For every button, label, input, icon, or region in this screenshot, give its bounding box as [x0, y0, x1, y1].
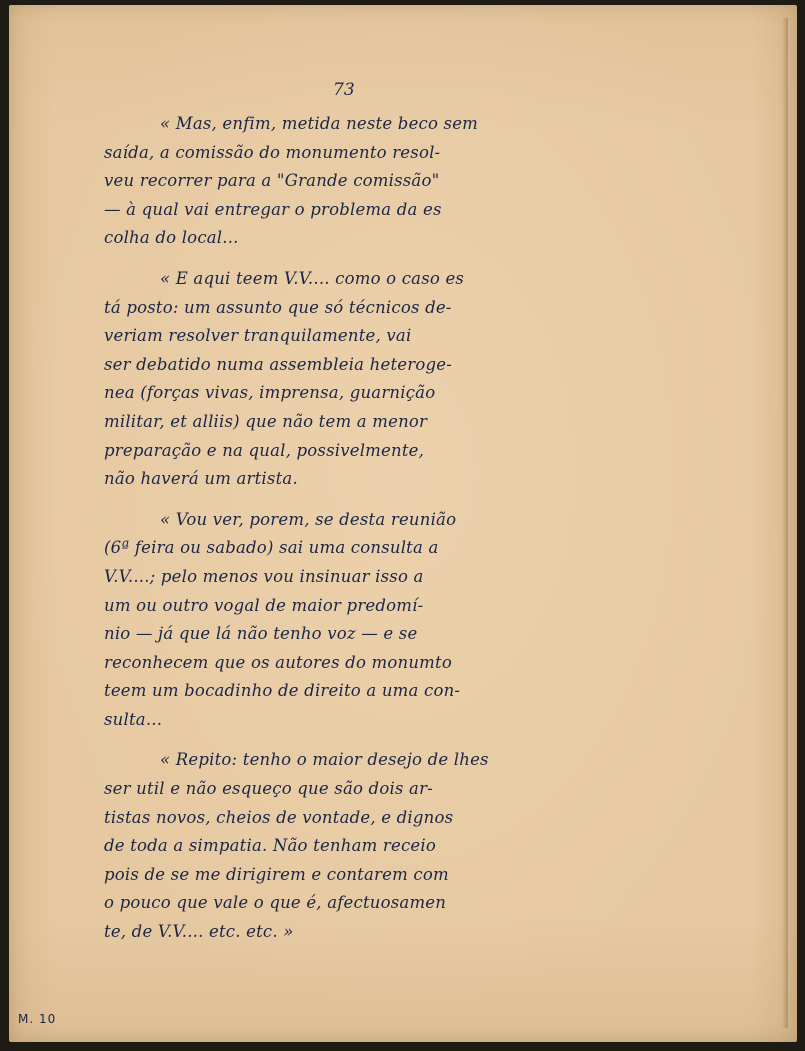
text-line: (6ª feira ou sabado) sai uma consulta a — [104, 538, 439, 558]
text-line: tá posto: um assunto que só técnicos de- — [104, 297, 452, 317]
text-line: nio — já que lá não tenho voz — e se — [104, 624, 418, 644]
text-line: V.V....; pelo menos vou insinuar isso a — [104, 566, 424, 586]
text-line: saída, a comissão do monumento resol- — [104, 142, 441, 162]
text-line: o pouco que vale o que é, afectuosamen — [104, 893, 447, 913]
text-line: tistas novos, cheios de vontade, e dignos — [104, 807, 454, 827]
handwritten-letter-body — [104, 110, 600, 959]
text-line: teem um bocadinho de direito a uma con- — [104, 681, 461, 701]
text-line: ser util e não esqueço que são dois ar- — [104, 779, 433, 799]
text-line: um ou outro vogal de maior predomí- — [104, 595, 424, 615]
text-line: reconhecem que os autores do monumto — [104, 652, 452, 672]
text-line: preparação e na qual, possivelmente, — [104, 440, 425, 460]
page-number: 73 — [333, 80, 355, 100]
text-line: sulta... — [104, 709, 163, 729]
text-line: de toda a simpatia. Não tenham receio — [104, 836, 436, 856]
paragraph-1 — [104, 110, 600, 253]
paragraph-2 — [104, 265, 600, 494]
text-line: ser debatido numa assembleia heteroge- — [104, 354, 452, 374]
text-line: veu recorrer para a "Grande comissão" — [104, 171, 440, 191]
text-line: nea (forças vivas, imprensa, guarnição — [104, 383, 436, 403]
text-line: pois de se me dirigirem e contarem com — [104, 864, 449, 884]
page-edge-shadow — [782, 18, 788, 1028]
paragraph-4 — [104, 746, 600, 946]
text-line: « Mas, enfim, metida neste beco sem — [160, 114, 479, 133]
text-line: colha do local... — [104, 228, 239, 248]
paragraph-3 — [104, 506, 600, 735]
text-line: « Repito: tenho o maior desejo de lhes — [160, 750, 489, 770]
text-line: veriam resolver tranquilamente, vai — [104, 326, 412, 346]
text-line: não haverá um artista. — [104, 469, 298, 489]
text-line: — à qual vai entregar o problema da es — [104, 199, 442, 219]
text-line: « Vou ver, porem, se desta reunião — [160, 509, 457, 529]
text-line: « E aqui teem V.V.... como o caso es — [160, 268, 465, 288]
text-line: te, de V.V.... etc. etc. » — [104, 922, 294, 942]
text-line: militar, et alliis) que não tem a menor — [104, 411, 428, 431]
archive-margin-note: M. 10 — [18, 1012, 57, 1026]
